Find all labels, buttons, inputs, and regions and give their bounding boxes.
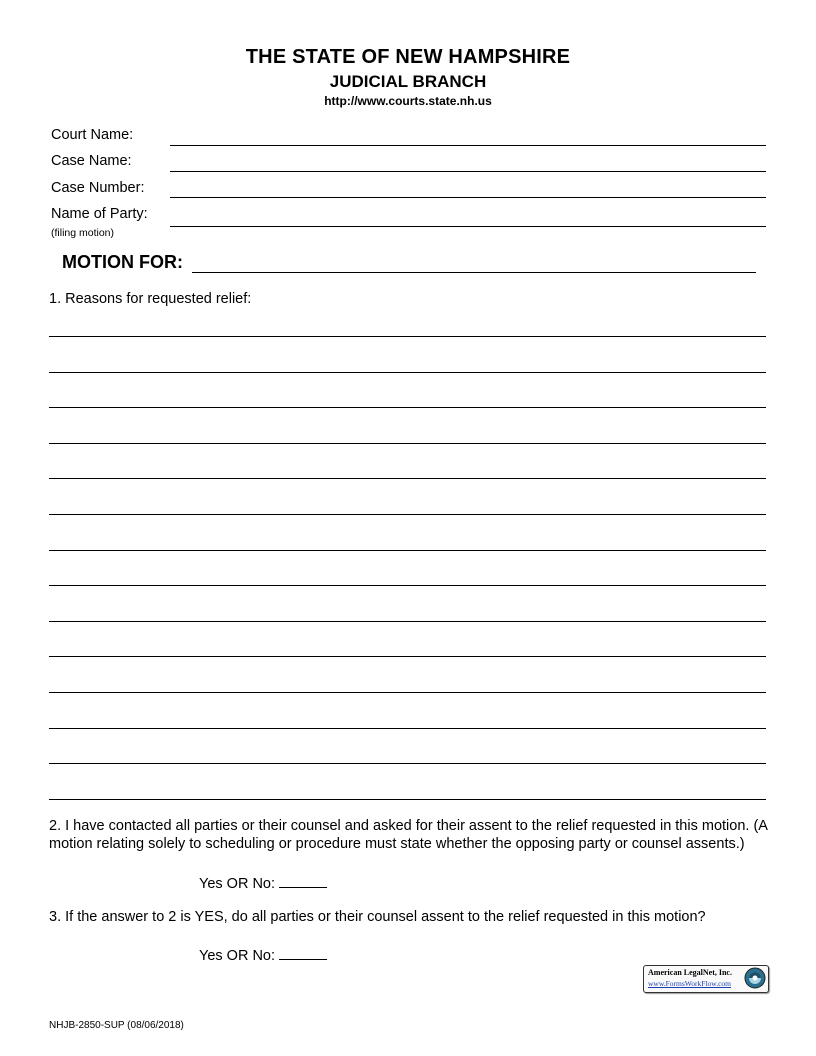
reason-line[interactable] <box>49 763 766 764</box>
case-number-label: Case Number: <box>51 180 145 196</box>
reason-line[interactable] <box>49 550 766 551</box>
reason-line[interactable] <box>49 478 766 479</box>
form-subtitle: JUDICIAL BRANCH <box>329 72 487 91</box>
motion-for-field[interactable] <box>192 272 756 273</box>
assent-contact-statement: 2. I have contacted all parties or their counsel and asked for their assent to the relief requested in this motion. (A motion relating solely to scheduling or procedure must state whether the opposing party or counsel assents.) <box>49 818 768 852</box>
reason-line[interactable] <box>49 514 766 515</box>
reason-line[interactable] <box>49 799 766 800</box>
form-title: THE STATE OF NEW HAMPSHIRE <box>245 46 571 68</box>
assent-contact-answer <box>199 873 327 892</box>
assent-question: 3. If the answer to 2 is YES, do all parties or their counsel assent to the relief requested in this motion? <box>49 909 706 925</box>
party-name-label: Name of Party: <box>51 206 148 222</box>
party-name-note: (filing motion) <box>51 227 115 239</box>
reason-line[interactable] <box>49 728 766 729</box>
reason-line[interactable] <box>49 407 766 408</box>
globe-logo-icon <box>744 967 766 989</box>
case-name-label: Case Name: <box>51 153 132 169</box>
case-name-field[interactable] <box>170 171 766 172</box>
reason-line[interactable] <box>49 621 766 622</box>
form-id: NHJB-2850-SUP (08/06/2018) <box>49 1020 184 1031</box>
reason-line[interactable] <box>49 443 766 444</box>
yes-or-no-label: Yes OR No: <box>199 876 276 892</box>
badge-company: American LegalNet, Inc. <box>648 968 732 977</box>
party-name-field[interactable] <box>170 226 766 227</box>
motion-for-label: MOTION FOR: <box>62 252 183 272</box>
court-name-field[interactable] <box>170 145 766 146</box>
american-legalnet-badge[interactable] <box>643 965 769 993</box>
yes-or-no-field[interactable] <box>279 945 327 960</box>
reason-line[interactable] <box>49 656 766 657</box>
reasons-label: 1. Reasons for requested relief: <box>49 291 252 307</box>
assent-answer <box>199 945 327 964</box>
reason-line[interactable] <box>49 585 766 586</box>
reason-line[interactable] <box>49 336 766 337</box>
reason-line[interactable] <box>49 692 766 693</box>
court-name-label: Court Name: <box>51 127 134 143</box>
yes-or-no-field[interactable] <box>279 873 327 888</box>
case-number-field[interactable] <box>170 197 766 198</box>
yes-or-no-label: Yes OR No: <box>199 948 276 964</box>
badge-website-link[interactable]: www.FormsWorkFlow.com <box>648 979 732 988</box>
reason-line[interactable] <box>49 372 766 373</box>
court-url: http://www.courts.state.nh.us <box>324 94 492 108</box>
